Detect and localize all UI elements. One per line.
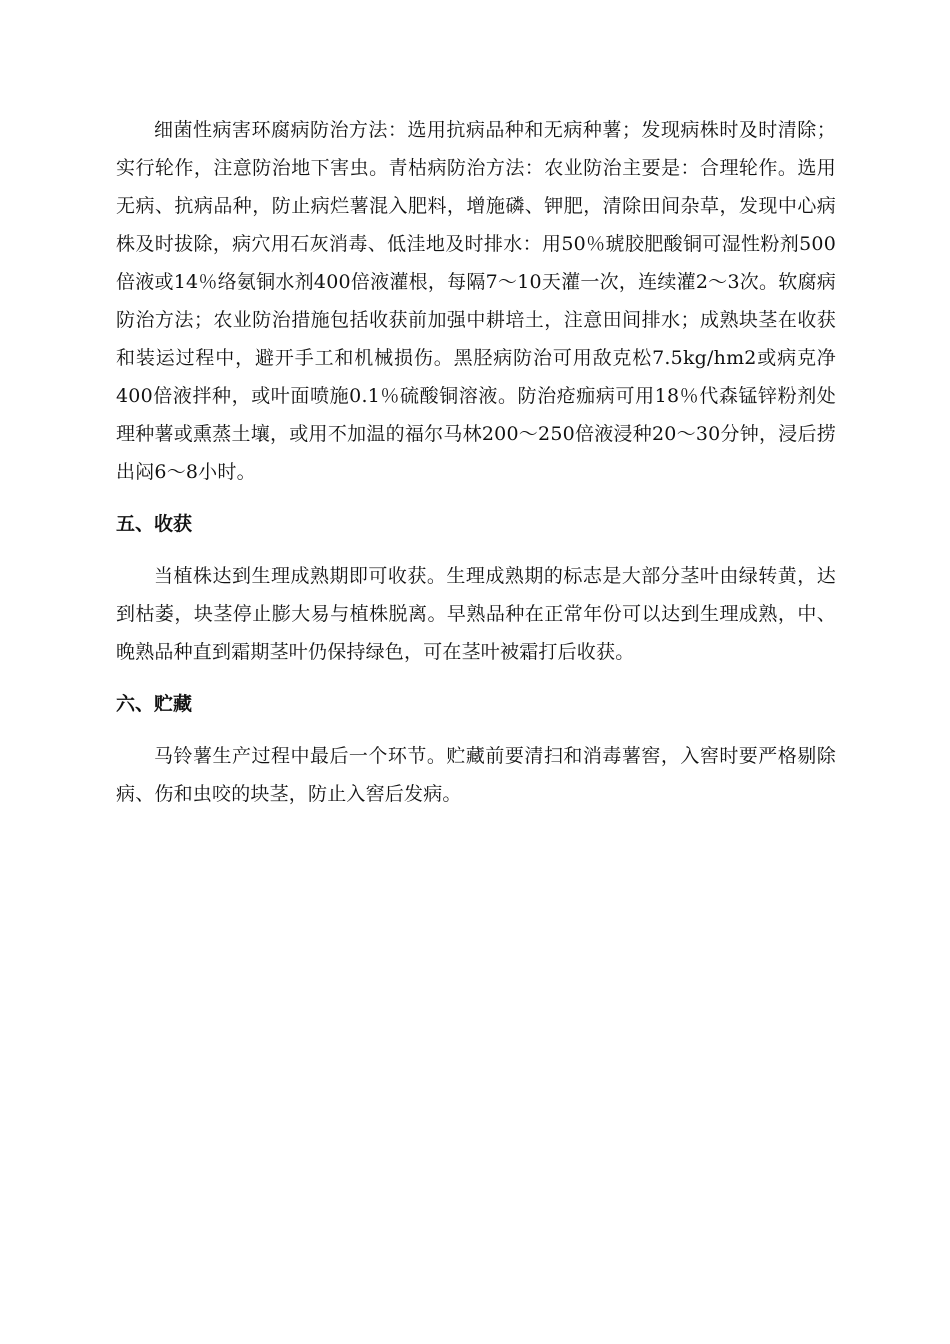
- heading-storage: 六、贮藏: [116, 693, 193, 715]
- heading-harvest: 五、收获: [116, 513, 193, 535]
- document-page: [116, 111, 836, 813]
- paragraph-harvest: 当植株达到生理成熟期即可收获。生理成熟期的标志是大部分茎叶由绿转黄，达到枯萎，块茎停止膨大易与植株脱离。早熟品种在正常年份可以达到生理成熟，中、晚熟品种直到霜期茎叶仍保持绿色，可在茎叶被霜打后收获。: [116, 565, 836, 663]
- paragraph-storage: 马铃薯生产过程中最后一个环节。贮藏前要清扫和消毒薯窖，入窖时要严格剔除病、伤和虫咬的块茎，防止入窖后发病。: [116, 745, 836, 805]
- paragraph-disease-control: 细菌性病害环腐病防治方法：选用抗病品种和无病种薯；发现病株时及时清除；实行轮作，注意防治地下害虫。青枯病防治方法：农业防治主要是：合理轮作。选用无病、抗病品种，防止病烂薯混入肥料，增施磷、钾肥，清除田间杂草，发现中心病株及时拔除，病穴用石灰消毒、低洼地及时排水：用50％琥胶肥酸铜可湿性粉剂500倍液或14％络氨铜水剂400倍液灌根，每隔7～10天灌一次，连续灌2～3次。软腐病防治方法；农业防治措施包括收获前加强中耕培土，注意田间排水；成熟块茎在收获和装运过程中，避开手工和机械损伤。黑胫病防治可用敌克松7.5kg/hm2或病克净400倍液拌种，或叶面喷施0.1％硫酸铜溶液。防治疮痂病可用18％代森锰锌粉剂处理种薯或熏蒸土壤，或用不加温的福尔马林200～250倍液浸种20～30分钟，浸后捞出闷6～8小时。: [116, 119, 836, 483]
